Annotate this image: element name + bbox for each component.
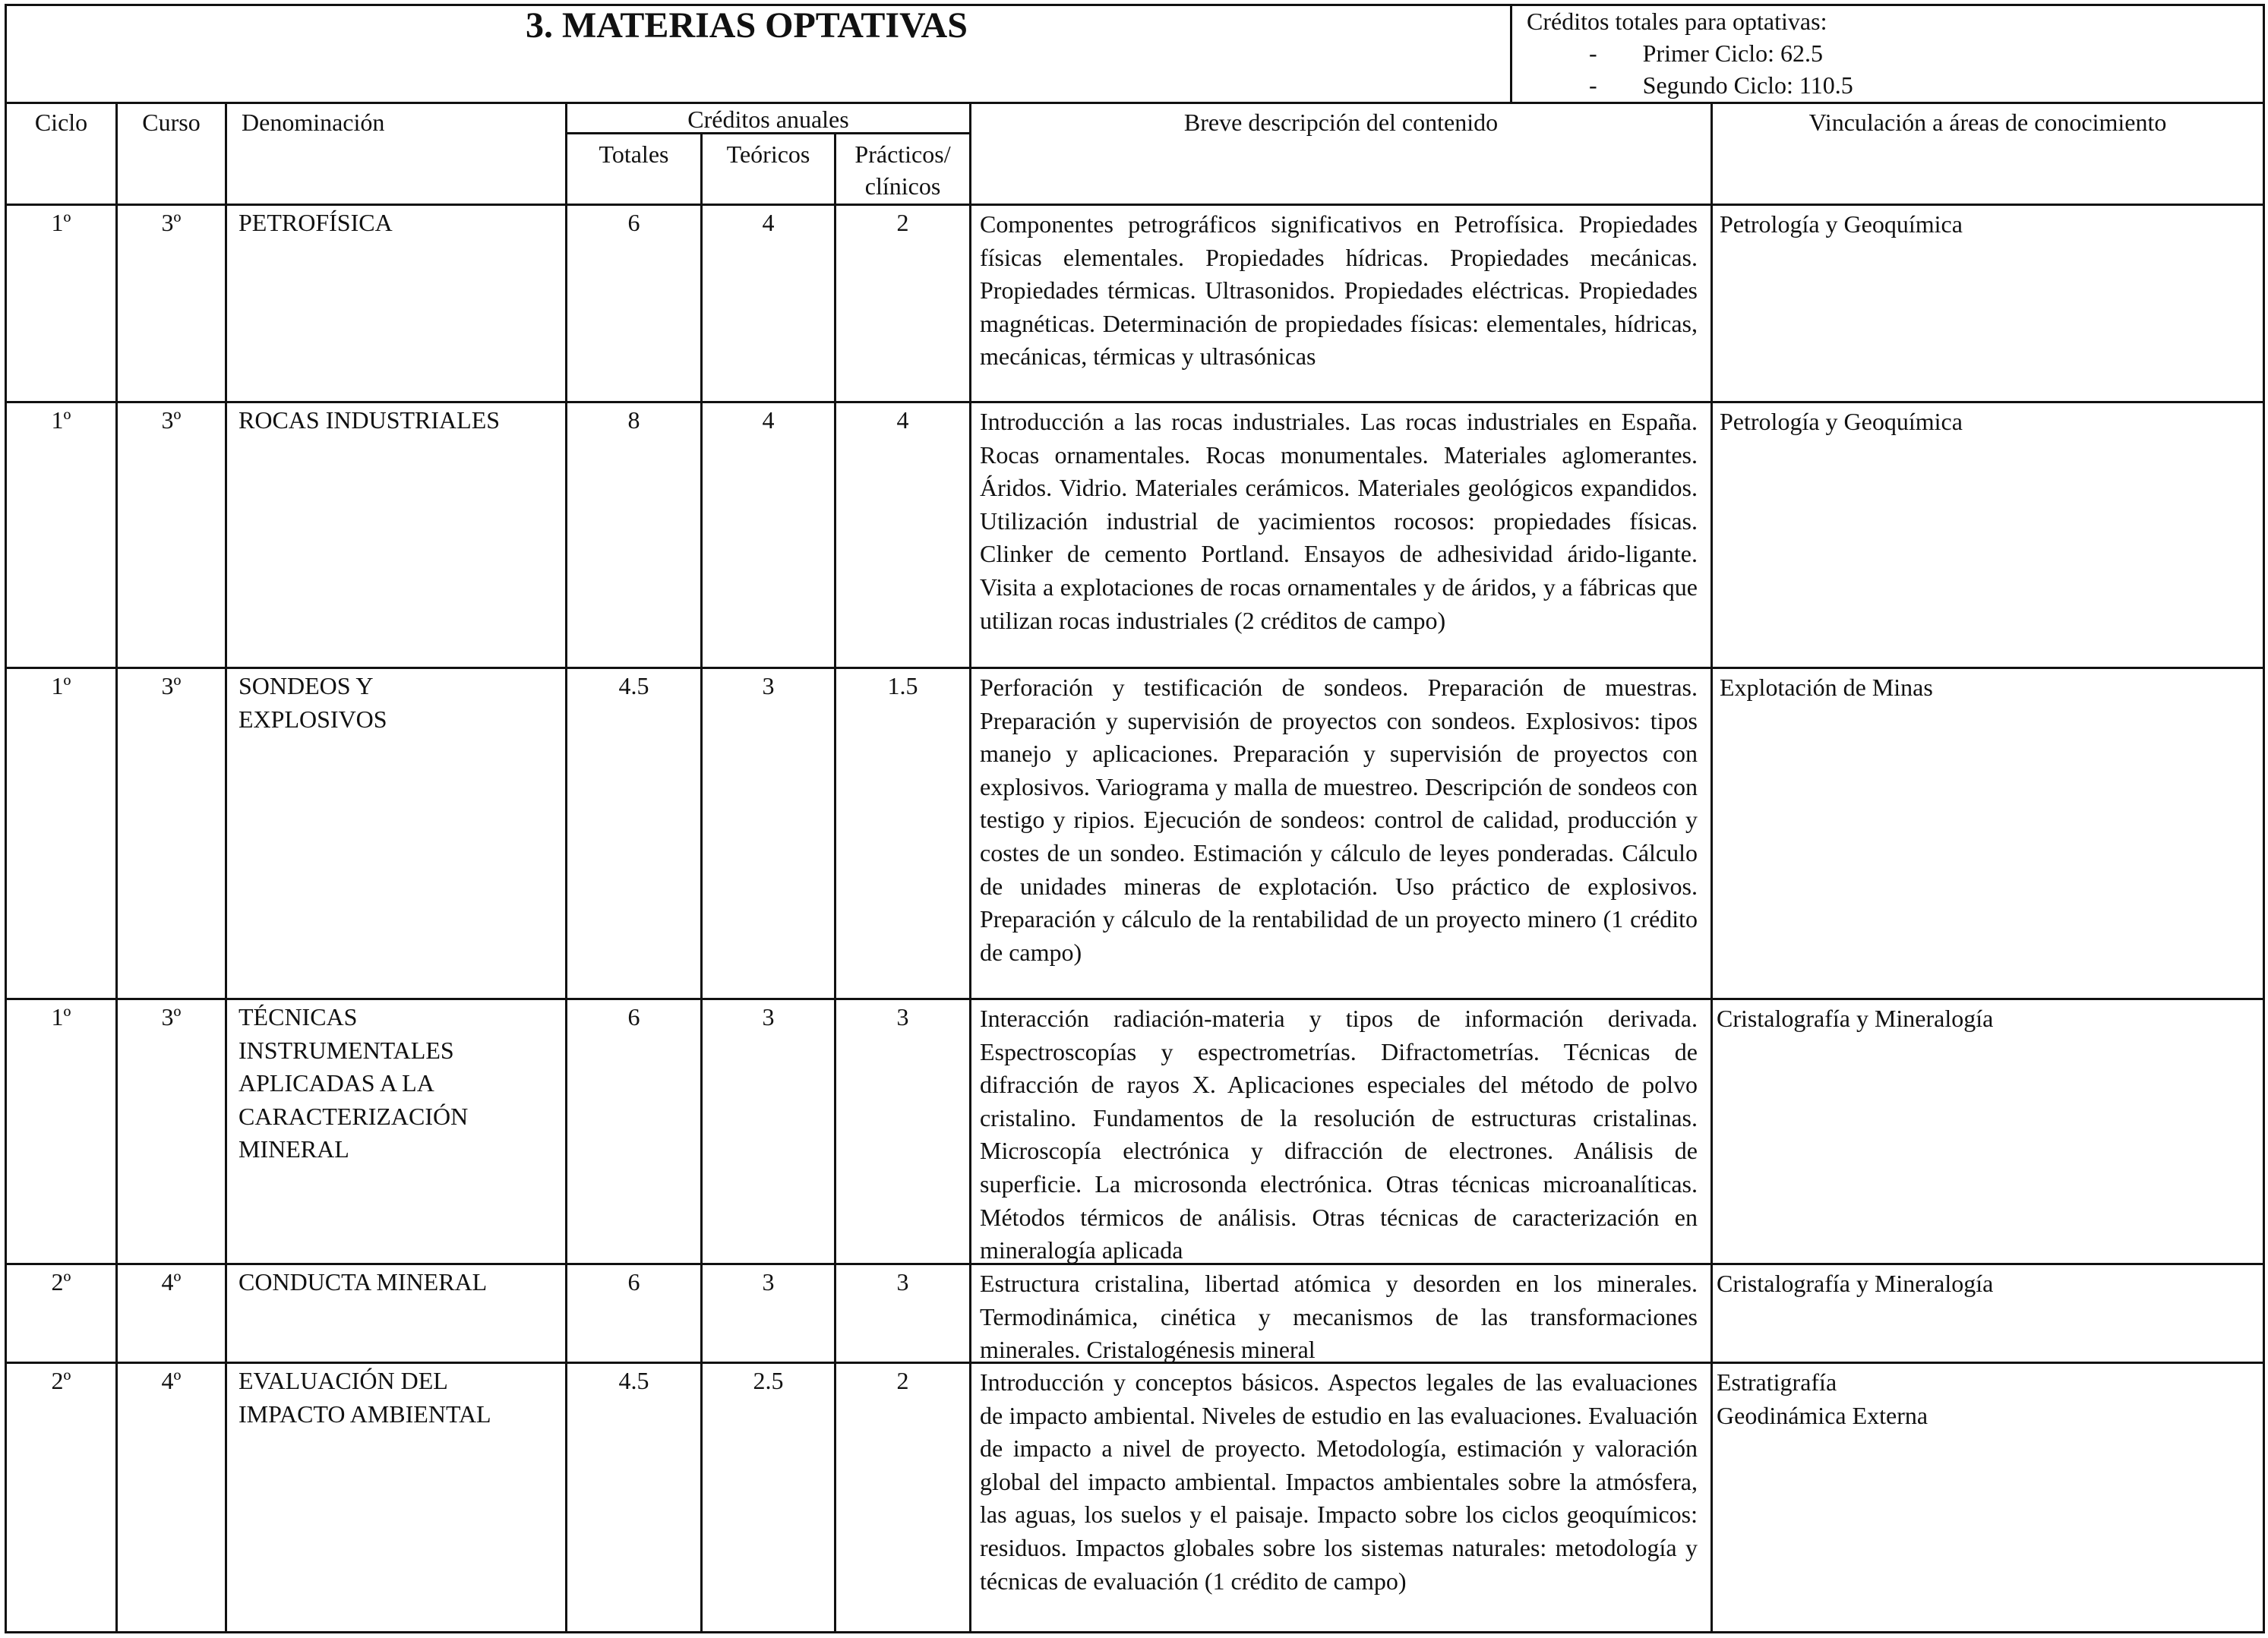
cell-curso: 3º xyxy=(161,1003,182,1030)
cell-teoricos: 3 xyxy=(762,1003,775,1030)
cell-descripcion: Estructura cristalina, libertad atómica y desorden en los minerales. Termodinámica, cinética y mecanismos de las transformaciones minerales. Cristalogénesis mineral xyxy=(980,1270,1698,1364)
rule-denominacion xyxy=(565,102,567,1633)
header-vinculacion: Vinculación a áreas de conocimiento xyxy=(1808,109,2167,136)
cell-denominacion: ROCAS INDUSTRIALES xyxy=(238,406,501,434)
rule-practicos xyxy=(969,102,971,1633)
rule-header-top xyxy=(5,102,2265,104)
cell-denominacion: TÉCNICAS INSTRUMENTALES APLICADAS A LA CARACTERIZACIÓN MINERAL xyxy=(238,1003,469,1163)
rule-right xyxy=(2263,4,2265,1633)
cell-practicos: 2 xyxy=(896,1367,909,1394)
cell-totales: 8 xyxy=(627,406,640,434)
cell-ciclo: 1º xyxy=(51,209,71,236)
total-credits-second-cycle: Segundo Ciclo: 110.5 xyxy=(1642,71,1853,99)
cell-teoricos: 4 xyxy=(762,209,775,236)
cell-descripcion: Introducción y conceptos básicos. Aspectos legales de las evaluaciones de impacto ambiental. Niveles de estudio en las evaluaciones. Evaluación de impacto a nivel de proyecto. Metodología, estimación y valoración global del impacto ambiental. Impactos ambientales sobre la atmósfera, las aguas, los suelos y el paisaje. Impacto sobre los ciclos geoquímicos: residuos. Impactos globales sobre los sistemas naturales: metodología y técnicas de evaluación (1 crédito de campo) xyxy=(980,1368,1698,1595)
cell-practicos: 3 xyxy=(896,1003,909,1030)
cell-areas xyxy=(1720,406,1963,439)
cell-practicos: 4 xyxy=(896,406,909,434)
cell-totales: 4.5 xyxy=(618,672,649,699)
header-ciclo: Ciclo xyxy=(34,109,88,136)
rule-row-2 xyxy=(5,667,2265,669)
cell-practicos: 2 xyxy=(896,209,909,236)
total-credits-heading: Créditos totales para optativas: xyxy=(1527,8,1827,35)
cell-totales: 6 xyxy=(627,1268,640,1296)
area-item: Geodinámica Externa xyxy=(1717,1401,1928,1429)
rule-curso xyxy=(225,102,227,1633)
cell-ciclo: 1º xyxy=(51,406,71,434)
cell-teoricos: 4 xyxy=(762,406,775,434)
cell-denominacion: CONDUCTA MINERAL xyxy=(238,1268,488,1296)
rule-row-1 xyxy=(5,401,2265,403)
cell-areas xyxy=(1717,1002,1993,1036)
cell-curso: 3º xyxy=(161,209,182,236)
header-denominacion: Denominación xyxy=(242,109,385,136)
cell-denominacion: PETROFÍSICA xyxy=(238,209,393,236)
cell-denominacion: SONDEOS Y EXPLOSIVOS xyxy=(238,672,387,733)
cell-ciclo: 2º xyxy=(51,1268,71,1296)
rule-totales xyxy=(700,132,703,1633)
cell-curso: 3º xyxy=(161,406,182,434)
header-practicos xyxy=(836,138,969,202)
cell-denominacion: EVALUACIÓN DEL IMPACTO AMBIENTAL xyxy=(238,1367,491,1428)
rule-title-split xyxy=(1510,4,1512,103)
cell-teoricos: 3 xyxy=(762,1268,775,1296)
rule-top xyxy=(5,4,2265,6)
cell-teoricos: 3 xyxy=(762,672,775,699)
area-item: Estratigrafía xyxy=(1717,1368,1837,1396)
rule-ciclo xyxy=(115,102,118,1633)
total-credits-first-cycle: Primer Ciclo: 62.5 xyxy=(1642,39,1823,67)
rule-bottom xyxy=(5,1631,2265,1633)
area-item: Petrología y Geoquímica xyxy=(1720,408,1963,435)
page-title: 3. MATERIAS OPTATIVAS xyxy=(526,5,968,46)
cell-descripcion: Introducción a las rocas industriales. Las rocas industriales en España. Rocas ornamentales. Rocas monumentales. Materiales aglomerantes. Áridos. Vidrio. Materiales cerámicos. Materiales geológicos expandidos. Utilización industrial de yacimientos rocosos: propiedades físicas. Clinker de cemento Portland. Ensayos de adhesividad árido-ligante. Visita a explotaciones de rocas ornamentales y de áridos, y a fábricas que utilizan rocas industriales (2 créditos de campo) xyxy=(980,408,1698,634)
cell-practicos: 1.5 xyxy=(887,672,918,699)
cell-totales: 6 xyxy=(627,1003,640,1030)
rule-row-3 xyxy=(5,998,2265,1000)
total-credits-item: - Segundo Ciclo: 110.5 xyxy=(1589,71,1853,99)
cell-ciclo: 1º xyxy=(51,1003,71,1030)
cell-teoricos: 2.5 xyxy=(753,1367,784,1394)
area-item: Cristalografía y Mineralogía xyxy=(1717,1005,1994,1032)
rule-header-bottom xyxy=(5,204,2265,206)
cell-ciclo: 1º xyxy=(51,672,71,699)
total-credits-item: - Primer Ciclo: 62.5 xyxy=(1589,39,1823,67)
rule-teoricos xyxy=(834,132,836,1633)
cell-curso: 4º xyxy=(161,1367,182,1394)
cell-totales: 4.5 xyxy=(618,1367,649,1394)
cell-areas xyxy=(1717,1366,1928,1432)
cell-curso: 3º xyxy=(161,672,182,699)
cell-curso: 4º xyxy=(161,1268,182,1296)
header-practicos-line2: clínicos xyxy=(864,172,941,200)
cell-areas xyxy=(1717,1267,1993,1301)
cell-descripcion: Interacción radiación-materia y tipos de información derivada. Espectroscopías y espectrometrías. Difractometrías. Técnicas de difracción de rayos X. Aplicaciones especiales del método de polvo cristalino. Fundamentos de la resolución de estructuras cristalinas. Microscopía electrónica y difracción de electrones. Análisis de superficie. La microsonda electrónica. Otras técnicas microanalíticas. Métodos térmicos de análisis. Otras técnicas de caracterización en mineralogía aplicada xyxy=(980,1005,1698,1264)
cell-descripcion: Perforación y testificación de sondeos. Preparación de muestras. Preparación y supervisión de proyectos con sondeos. Explosivos: tipos manejo y aplicaciones. Preparación y supervisión de proyectos con explosivos. Variograma y malla de muestreo. Descripción de sondeos con testigo y ripios. Ejecución de sondeos: control de calidad, producción y costes de un sondeo. Estimación y cálculo de leyes ponderadas. Cálculo de unidades mineras de explotación. Uso práctico de explosivos. Preparación y cálculo de la rentabilidad de un proyecto minero (1 crédito de campo) xyxy=(980,674,1698,966)
rule-descripcion xyxy=(1710,102,1713,1633)
cell-practicos: 3 xyxy=(896,1268,909,1296)
area-item: Explotación de Minas xyxy=(1720,674,1933,701)
cell-areas xyxy=(1720,208,1963,241)
area-item: Petrología y Geoquímica xyxy=(1720,210,1963,238)
cell-areas xyxy=(1720,671,1933,705)
header-totales: Totales xyxy=(599,140,669,168)
header-teoricos: Teóricos xyxy=(726,140,810,168)
cell-ciclo: 2º xyxy=(51,1367,71,1394)
cell-descripcion: Componentes petrográficos significativos en Petrofísica. Propiedades físicas elementales. Propiedades hídricas. Propiedades mecánicas. Propiedades térmicas. Ultrasonidos. Propiedades eléctricas. Propiedades magnéticas. Determinación de propiedades físicas: elementales, hídricas, mecánicas, térmicas y ultrasónicas xyxy=(980,210,1698,371)
cell-totales: 6 xyxy=(627,209,640,236)
header-curso: Curso xyxy=(142,109,201,136)
header-creditos-anuales: Créditos anuales xyxy=(687,106,849,133)
area-item: Cristalografía y Mineralogía xyxy=(1717,1270,1994,1297)
header-descripcion: Breve descripción del contenido xyxy=(1183,109,1499,136)
header-practicos-line1: Prácticos/ xyxy=(854,140,951,168)
